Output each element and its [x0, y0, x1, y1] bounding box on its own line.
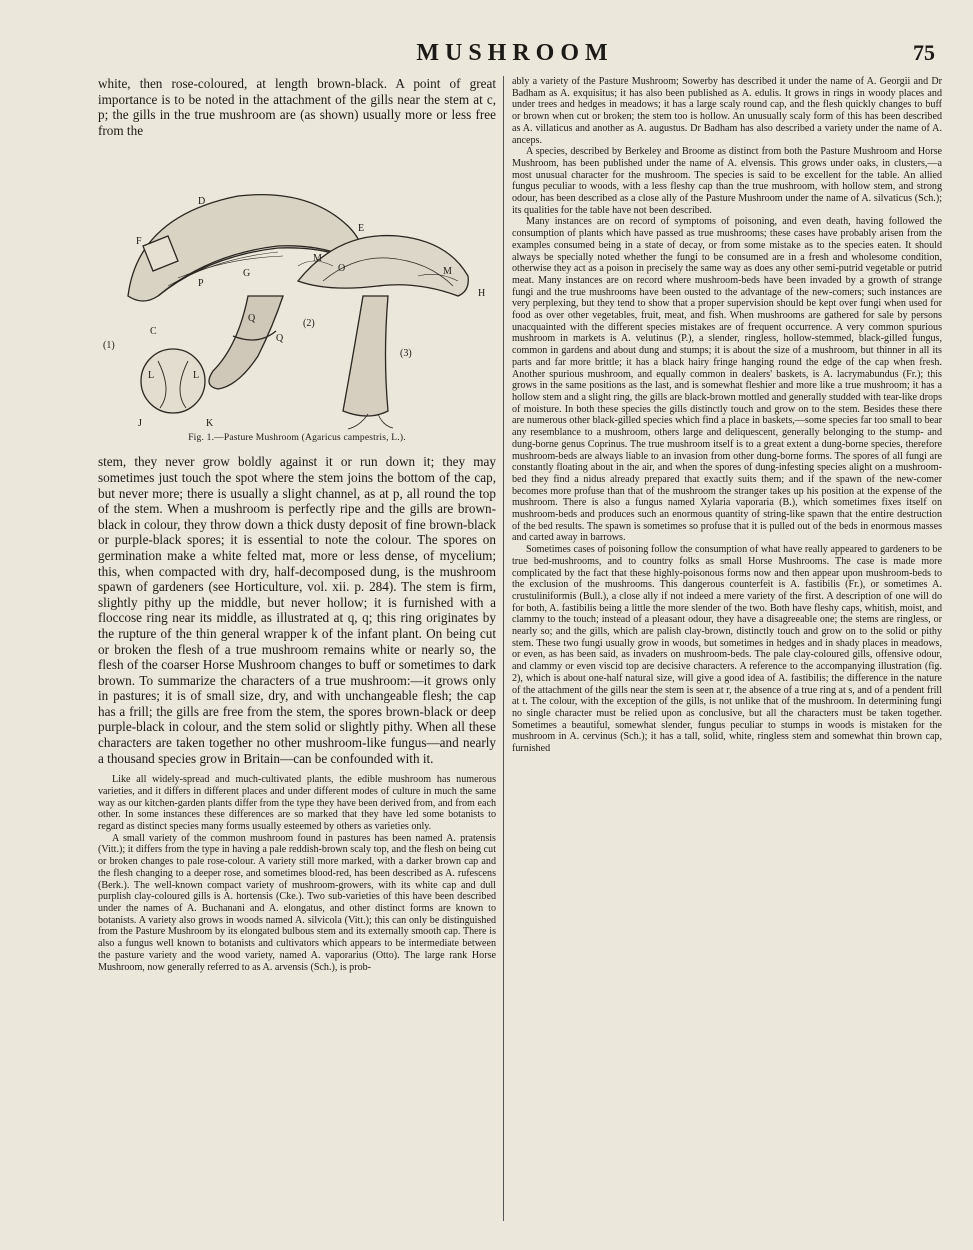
- right-paragraph-3: Many instances are on record of symptoms of poisoning, and even death, having followed the consumption of plants which have passed as true mushrooms; these cases have probably arisen from the examples consumed being in a state of decay, or from some mistake as to the species eaten. It should always be specially noted whether the fungi to be consumed are in a fresh and wholesome condition, otherwise they act as a poison in precisely the same way as does any other semi-putrid vegetable or putrid meat. Many instances are on record where mushroom-beds have been invaded by a growth of strange fungi and the true mushrooms have been ousted to the advantage of the new-comers; such instances are very perplexing, but they tend to show that a proper supervision should be kept over fungi when used for food as over other vegetables, fruit, meat, and fish. When mushrooms are gathered for sale by persons unacquainted with the different species mistakes are of frequent occurrence. A very common spurious mushroom in markets is A. velutinus (P.), a slender, ringless, hollow-stemmed, black-gilled fungus, common in gardens and about dung and stumps; it is about the size of a mushroom, but thinner in all its parts and far more brittle; it has a black hairy fringe hanging round the edge of the cap when fresh. Another spurious mushroom, and equally common in dealers' baskets, is A. lacrymabundus (Fr.); this grows in the same positions as the last, and is somewhat fleshier and more like a true mushroom; it has a hollow stem and a slight ring, the gills are black-brown mottled and generally studded with tear-like drops of moisture. In both these species the gills distinctly touch and grow on to the stem. Besides these there are numerous other black-gilled species which find a place in baskets,—some species far too small to bear any resemblance to a mushroom, others large and deliquescent, generally belonging to the stump- and dung-borne genus Coprinus. The true mushroom itself is to a great extent a dung-borne species, therefore mushroom-beds are always liable to an invasion from other dung-borne forms. The spores of all fungi are constantly floating about in the air, and when the spores of dung-infesting species alight on a mushroom-bed they find a nidus already prepared that exactly suits them; and if the spawn of the new-comer becomes more profuse than that of the mushroom the stranger takes up his position at the expense of the mushroom. There is also a fungus named Xylaria vaporaria (B.), which sometimes fixes itself on mushroom-beds and produces such an enormous quantity of string-like spawn that the entire destruction of the bed results. The spawn is sometimes so profuse that it is pulled out of the beds in enormous masses and carted away in barrows.: [512, 216, 942, 544]
- fig-label-k: K: [206, 418, 214, 430]
- fig-label-q1: Q: [248, 313, 256, 325]
- fig-label-c: C: [150, 326, 157, 338]
- fig-label-2: (2): [303, 318, 315, 330]
- column-divider: [503, 76, 504, 1221]
- running-title: MUSHROOM: [416, 40, 614, 66]
- left-paragraph-3: Like all widely-spread and much-cultivated plants, the edible mushroom has numerous varieties, and it differs in different places and under different modes of culture in much the same way as our kitchen-garden plants differ from the type they have been derived from, and from each other. In some instances these differences are so marked that they have led some botanists to regard as distinct species many forms usually esteemed by others as varieties only.: [98, 774, 496, 833]
- figure-caption: Fig. 1.—Pasture Mushroom (Agaricus campestris, L.).: [188, 433, 406, 444]
- right-paragraph-4: Sometimes cases of poisoning follow the consumption of what have really appeared to gardeners to be true bed-mushrooms, and to country folks as small Horse Mushrooms. The case is made more complicated by the fact that these highly-poisonous forms now and then appear upon mushroom-beds to the exclusion of the mushrooms. This dangerous counterfeit is A. fastibilis (Fr.), or sometimes A. crustuliniformis (Bull.), a close ally if not indeed a mere variety of the first. A description of one will do for both, A. fastibilis being a little the more slender of the two. Both have fleshy caps, whitish, moist, and clammy to the touch; instead of a pleasant odour, they have a disagreeable one; the stems are ringless, or nearly so; and the gills, which are palish clay-brown, distinctly touch and grow on to the solid or pithy stem. These two fungi usually grow in woods, but sometimes in hedges and in shady places in meadows, or even, as has been said, as invaders on mushroom-beds. The pale clay-coloured gills, offensive odour, and clammy or even viscid top are decisive characters. A reference to the accompanying illustration (fig. 2), which is about one-half natural size, will give a good idea of A. fastibilis; the difference in the nature of the attachment of the gills near the stem is seen at r, the absence of a true ring at s, and of a pendent frill at t. The colour, with the exception of the gills, is not unlike that of the mushroom. In determining fungi no single character must be relied upon as conclusive, but all the characters must be taken together. Sometimes a beautiful, somewhat slender, fungus peculiar to stumps in woods is mistaken for the mushroom in A. cervinus (Sch.); it has a tall, solid, white, ringless stem and somewhat thin brown cap, furnished: [512, 544, 942, 755]
- figure-pasture-mushroom: [98, 146, 496, 446]
- fig-label-e: E: [358, 223, 365, 235]
- fig-label-j: J: [138, 418, 142, 430]
- fig-label-p: P: [198, 278, 204, 290]
- left-paragraph-2: stem, they never grow boldly against it or run down it; they may sometimes just touch the spot where the stem joins the bottom of the cap, but never more; there is usually a slight channel, as at p, all round the top of the stem. When a mushroom is perfectly ripe and the gills are brown-black in colour, they throw down a thick dusty deposit of fine brown-black or purple-black spores; it is essential to note the colour. The spores on germination make a white felted mat, more or less dense, of mycelium; this, when compacted with dry, half-decomposed dung, is the mushroom spawn of gardeners (see Horticulture, vol. xii. p. 284). The stem is firm, slightly pithy up the middle, but never hollow; it is furnished with a floccose ring near its middle, as illustrated at q, q; this ring originates by the rupture of the thin general wrapper k of the infant plant. On being cut or broken the flesh of a true mushroom remains white or nearly so, the flesh of the coarser Horse Mushroom changes to buff or sometimes to dark brown. To summarize the characters of a true mushroom:—it grows only in pastures; it is of small size, dry, and with unchangeable flesh; the cap has a frill; the gills are free from the stem, the spores brown-black or deep purple-black in colour, and the stem solid or slightly pithy. When all these characters are taken together no other mushroom-like fungus—and nearly a thousand species grow in Britain—can be confounded with it.: [98, 454, 496, 766]
- fig-label-m1: M: [313, 253, 322, 265]
- fig-label-h: H: [478, 288, 486, 300]
- left-paragraph-1: white, then rose-coloured, at length brown-black. A point of great importance is to be noted in the attachment of the gills near the stem at c, p; the gills in the true mushroom are (as shown) usually more or less free from the: [98, 76, 496, 138]
- fig-label-1: (1): [103, 340, 115, 352]
- fig-label-3: (3): [400, 348, 412, 360]
- fig-label-f: F: [136, 236, 142, 248]
- page-number: 75: [913, 40, 935, 65]
- left-paragraph-4: A small variety of the common mushroom found in pastures has been named A. pratensis (Vitt.); it differs from the type in having a pale reddish-brown scaly top, and the flesh on being cut or broken changes to pale rose-colour. A variety still more marked, with a darker brown cap and the flesh changing to a deeper rose, and sometimes blood-red, has been described as A. rufescens (Berk.). The well-known compact variety of mushroom-growers, with its white cap and dull purplish clay-coloured gills is A. hortensis (Cke.). Two sub-varieties of this have been described under the names of A. Buchanani and A. elongatus, and other distinct forms are known to botanists. A variety also grows in woods named A. silvicola (Vitt.); this can only be distinguished from the Pasture Mushroom by its elongated bulbous stem and its externally smooth cap. There is also a fungus well known to botanists and cultivators which appears to be intermediate between the pasture variety and the wood variety, named A. vaporarius (Otto). The large rank Horse Mushroom, now generally referred to as A. arvensis (Sch.), is prob-: [98, 832, 496, 973]
- fig-label-o: O: [338, 263, 346, 275]
- right-column: [512, 76, 942, 755]
- fig-label-g: G: [243, 268, 251, 280]
- right-paragraph-1: ably a variety of the Pasture Mushroom; Sowerby has described it under the name of A. Georgii and Dr Badham as A. exquisitus; it has also been published as A. edulis. It grows in rings in woody places and under trees and hedges in meadows; it has a large scaly round cap, and the flesh quickly changes to buff or brown when cut or broken; the stem too is hollow. An unusually scaly form of this has been described as A. villaticus and another as A. augustus. Dr Badham has also described a variety under the name of A. anceps.: [512, 76, 942, 146]
- mushroom-illustration: [98, 146, 496, 431]
- fig-label-l2: L: [193, 370, 200, 382]
- right-paragraph-2: A species, described by Berkeley and Broome as distinct from both the Pasture Mushroom and Horse Mushroom, has been published under the name of A. elvensis. This grows under oaks, in clusters,—a most unusual character for the mushroom. The species is said to be excellent for the table. An allied fungus peculiar to woods, with a less fleshy cap than the true mushroom, with hollow stem, and strong odour, has been described as a close ally of the Pasture Mushroom under the name of A. silvaticus (Sch.); its qualities for the table have not been described.: [512, 146, 942, 216]
- fig-label-d: D: [198, 196, 206, 208]
- fig-label-l1: L: [148, 370, 155, 382]
- fig-label-m2: M: [443, 266, 452, 278]
- left-column: [98, 76, 496, 973]
- fig-label-q2: Q: [276, 333, 284, 345]
- page-header: [95, 40, 935, 72]
